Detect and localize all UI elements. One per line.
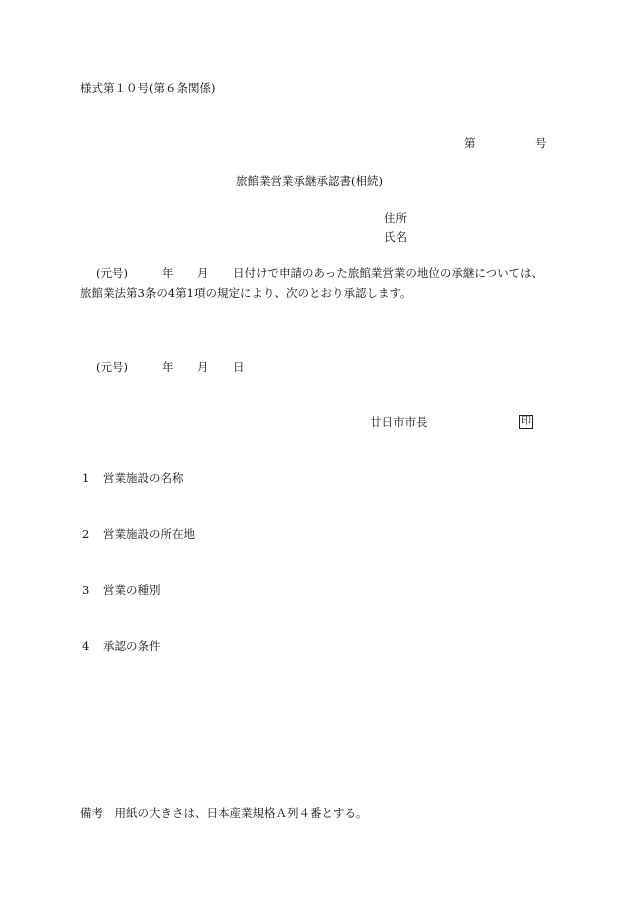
item-3-label: 営業の種別 [103, 583, 161, 597]
item-3-number: 3 [82, 583, 90, 597]
form-number: 様式第１０号(第６条関係) [80, 81, 216, 95]
address-label: 住所 [384, 211, 407, 225]
body-month: 月 [197, 266, 209, 280]
item-2-number: 2 [82, 527, 90, 541]
document-title: 旅館業営業承継承認書(相続) [236, 174, 383, 188]
date-era: (元号) [96, 360, 128, 374]
date-day: 日 [233, 360, 245, 374]
seal-mark: 印 [521, 416, 531, 427]
body-line2: 旅館業法第3条の4第1項の規定により、次のとおり承認します。 [80, 286, 412, 300]
name-label: 氏名 [384, 230, 407, 244]
date-year: 年 [162, 360, 174, 374]
item-1-label: 営業施設の名称 [103, 471, 184, 485]
issuer-name: 廿日市市長 [370, 415, 428, 429]
body-era: (元号) [96, 266, 128, 280]
doc-number-suffix: 号 [535, 136, 547, 150]
item-4-number: 4 [82, 639, 90, 653]
doc-number-prefix: 第 [464, 136, 476, 150]
body-year: 年 [162, 266, 174, 280]
footnote: 備考 用紙の大きさは、日本産業規格Ａ列４番とする。 [80, 806, 368, 820]
date-month: 月 [197, 360, 209, 374]
item-1-number: 1 [82, 471, 90, 485]
item-4-label: 承認の条件 [103, 639, 161, 653]
body-line1-rest: 日付けで申請のあった旅館業営業の地位の承継については、 [233, 266, 544, 280]
item-2-label: 営業施設の所在地 [103, 527, 195, 541]
